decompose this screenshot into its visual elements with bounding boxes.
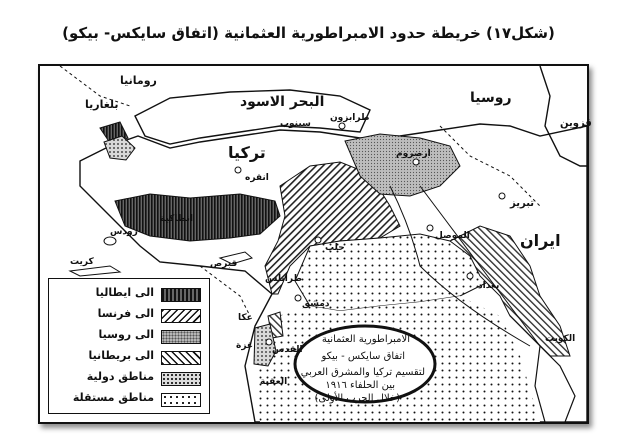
label-erzurum: ارضروم xyxy=(396,149,431,159)
annotation-line1: الامبراطورية العثمانية xyxy=(321,334,410,345)
city-dot-damascus xyxy=(295,295,301,301)
label-mosul: الموصل xyxy=(435,231,470,241)
legend-label-independent: مناطق مستقلة xyxy=(72,391,154,404)
label-trabzon: طرابزون xyxy=(330,113,370,123)
label-jerusalem: القدس xyxy=(272,345,303,355)
label-tripoli: طرابلس xyxy=(265,274,302,284)
label-baghdad: بغداد xyxy=(478,281,500,291)
legend-swatch-italy xyxy=(161,288,201,302)
city-dot-mosul xyxy=(427,225,433,231)
legend-label-russia: الى روسيا xyxy=(98,328,154,341)
legend-swatch-france xyxy=(161,309,201,323)
legend-swatch-international xyxy=(161,372,201,386)
city-dot-erzurum xyxy=(413,159,419,165)
city-dot-trabzon xyxy=(339,123,345,129)
label-tabriz: تبريز xyxy=(510,198,535,209)
label-cyprus: قبرص xyxy=(210,259,238,269)
legend-label-britain: الى بريطانيا xyxy=(88,349,154,362)
label-ankara: انقره xyxy=(245,173,269,183)
legend-swatch-britain xyxy=(161,351,201,365)
city-dot-ankara xyxy=(235,167,241,173)
label-qazvin: قزوين xyxy=(560,118,592,129)
city-dot-tabriz xyxy=(499,193,505,199)
label-rhodes: رودس xyxy=(110,227,138,237)
label-black-sea: البحر الاسود xyxy=(240,94,325,110)
legend-item-independent xyxy=(49,390,209,410)
label-aqaba: العقبة xyxy=(260,377,288,387)
island-crete xyxy=(70,266,120,276)
map-frame xyxy=(38,64,592,424)
legend-label-international: مناطق دولية xyxy=(86,370,154,383)
label-sinop: سينوب xyxy=(280,119,311,129)
island-rhodes xyxy=(104,237,116,245)
legend-label-italy: الى ايطاليا xyxy=(95,286,154,299)
annotation-line5: (خلال الحرب الأولى) xyxy=(314,393,400,404)
annotation-line2: اتفاق سايكس - بيكو xyxy=(321,351,405,362)
annotation-line3: لتقسيم تركيا والمشرق العربي xyxy=(300,367,425,378)
label-damascus: دمشق xyxy=(302,299,330,309)
legend-item-russia xyxy=(49,327,209,347)
legend-swatch-independent xyxy=(161,393,201,407)
annotation-line4: بين الحلفاء ١٩١٦ xyxy=(325,380,395,391)
legend-label-france: الى فرنسا xyxy=(97,307,154,320)
label-iran: ايران xyxy=(520,231,561,250)
label-bulgaria: بلغاريا xyxy=(85,98,119,111)
legend-item-italy xyxy=(49,285,209,305)
label-gaza: غزة xyxy=(236,341,254,351)
legend-item-france xyxy=(49,306,209,326)
label-antalya: انطاكية xyxy=(160,214,193,224)
label-aleppo: حلب xyxy=(325,243,345,253)
label-russia: روسيا xyxy=(470,90,512,106)
label-acre: عكا xyxy=(238,313,253,323)
label-kuwait: الكويت xyxy=(545,334,576,344)
legend-item-international xyxy=(49,369,209,389)
label-crete: كريت xyxy=(70,257,94,267)
legend-swatch-russia xyxy=(161,330,201,344)
map-legend xyxy=(48,278,210,414)
city-dot-aleppo xyxy=(315,237,321,243)
legend-item-britain xyxy=(49,348,209,368)
city-dot-baghdad xyxy=(467,273,473,279)
map-caption: (شكل١٧) خريطة حدود الامبراطورية العثمانية (اتفاق سايكس- بيكو) xyxy=(62,24,555,42)
label-romania: رومانيا xyxy=(120,74,157,87)
label-turkey: تركيا xyxy=(228,143,266,162)
